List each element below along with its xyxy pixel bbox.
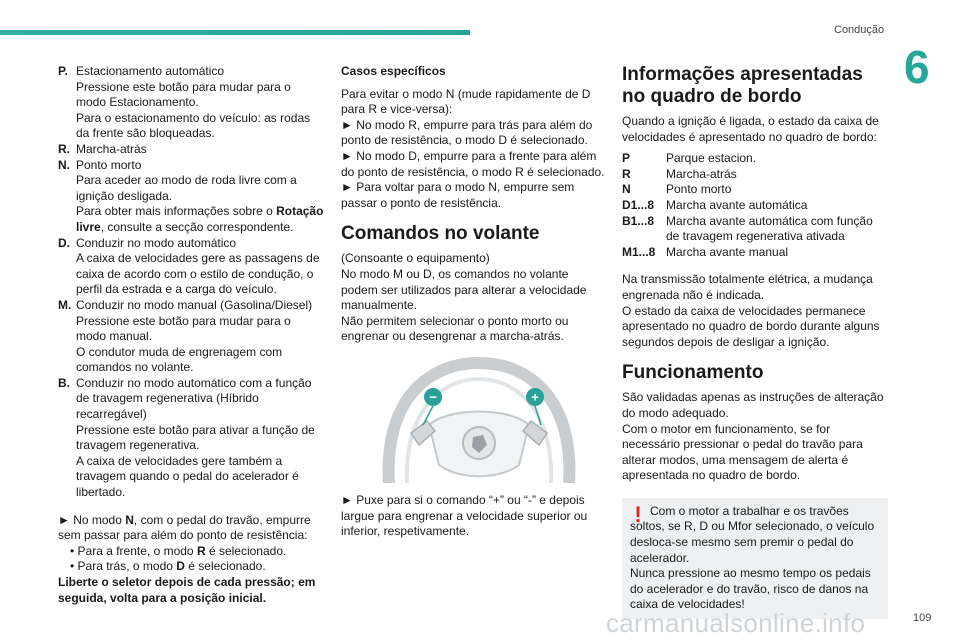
mode-key: R. [58,141,70,156]
list-item [58,376,324,501]
mode-title: Ponto morto [76,157,142,172]
steering-controls-heading: Comandos no volante [341,223,540,245]
column-3 [622,64,888,619]
mode-text: Para obter mais informações sobre o Rotação livre, consulte a secção correspondente. [76,204,324,234]
specific-cases-heading: Casos específicos [341,64,446,78]
minus-label: − [429,389,437,405]
specific-cases-intro: Para evitar o modo N (mude rapidamente de D para R e vice-versa): [341,86,591,117]
column-2 [341,64,607,540]
chapter-number: 6 [904,41,930,93]
list-item: • Para a frente, o modo R é selecionado. [70,543,287,558]
list-item [58,158,324,236]
mode-key: M. [58,297,72,312]
instrument-panel-heading: Informações apresentadas no quadro de bordo [622,64,863,107]
list-item: B1...8 Marcha avante automática com função de travagem regenerativa ativada [622,213,873,244]
list-item [58,298,324,376]
mode-text: Pressione este botão para ativar a função de travagem regenerativa. [76,422,315,453]
list-item: • Para trás, o modo D é selecionado. [70,559,266,574]
mode-title: Estacionamento automático [76,64,225,78]
release-note: Liberte o seletor depois de cada pressão; em seguida, volta para a posição inicial. [58,575,316,605]
paragraph: (Consoante o equipamento) [341,251,490,266]
warning-icon: ! [634,501,642,527]
mode-text: Para o estacionamento do veículo: as rodas da frente são bloqueadas. [76,110,311,141]
list-item [58,142,324,158]
mode-key: P. [58,64,68,78]
mode-text: A caixa de velocidades gere as passagens de caixa de acordo com o estilo de condução, o perfil da estrada e a carga do veículo. [76,251,320,297]
mode-text: Pressione este botão para mudar para o modo Estacionamento. [76,79,291,110]
mode-title: Marcha-atrás [76,141,147,156]
paragraph: O estado da caixa de velocidades permanece apresentado no quadro de bordo durante alguns segundos depois de desligar a ignição. [622,303,880,349]
bullet-list [70,544,324,575]
list-item: N Ponto morto [622,182,732,197]
steering-wheel-icon [369,355,589,483]
paragraph: São validadas apenas as instruções de alteração do modo adequado. [622,390,884,420]
list-item: P Parque estacion. [622,151,757,166]
warning-text: Nunca pressione ao mesmo tempo os pedais do acelerador e do travão, risco de danos na caixa de velocidades! [630,566,871,612]
mode-key: D. [58,235,70,250]
list-item [58,236,324,298]
paragraph: Com o motor em funcionamento, se for necessário pressionar o pedal do travão para alterar modos, uma mensagem de alerta é apresentada no quadro de bordo. [622,421,863,483]
mode-title: Conduzir no modo automático com a função de travagem regenerativa (Híbrido recarregável) [76,375,312,422]
paragraph: No modo M ou D, os comandos no volante podem ser utilizados para alterar a velocidade manualmente. [341,266,587,313]
list-item [58,64,324,142]
paragraph: Não permitem selecionar o ponto morto ou engrenar ou desengrenar a marcha-atrás. [341,313,569,344]
operation-heading: Funcionamento [622,362,764,384]
list-item: R Marcha-atrás [622,166,737,181]
plus-label: + [531,389,539,405]
mode-key: B. [58,375,70,390]
mode-text: Pressione este botão para mudar para o modo manual. [76,313,291,344]
page-number: 109 [913,612,932,624]
warning-box [622,498,888,619]
selector-modes-list [58,64,324,501]
watermark: carmanualsonline.info [606,608,866,638]
list-item: M1...8 Marcha avante manual [622,244,789,259]
paragraph: Na transmissão totalmente elétrica, a mudança engrenada não é indicada. [622,272,873,302]
mode-title: Conduzir no modo manual (Gasolina/Diesel) [76,297,313,312]
mode-text: A caixa de velocidades gere também a travagem quando o pedal do acelerador é libertado. [76,453,299,500]
neutral-instruction: ► No modo N, com o pedal do travão, empurre sem passar para além do ponto de resistência: [58,512,311,543]
paragraph: Quando a ignição é ligada, o estado da caixa de velocidades é apresentado no quadro de bordo: [622,114,879,144]
list-item: ► No modo R, empurre para trás para além do ponto de resistência, o modo D é selecionado. [341,117,593,148]
mode-text: O condutor muda de engrenagem com comandos no volante. [76,344,283,375]
column-1 [58,64,324,606]
list-item: D1...8 Marcha avante automática [622,197,808,212]
paddle-instruction: ► Puxe para si o comando “+” ou “-” e depois largue para engrenar a velocidade superior ou inferior, respetivamente. [341,492,588,539]
list-item: ► No modo D, empurre para a frente para além do ponto de resistência, o modo R é selecionado. [341,148,605,179]
cross-reference: Rotação livre [76,204,324,234]
mode-key: N. [58,157,70,172]
mode-text: Para aceder ao modo de roda livre com a ignição desligada. [76,173,297,203]
steering-wheel-illustration [369,355,589,483]
mode-title: Conduzir no modo automático [76,235,237,250]
warning-text: Com o motor a trabalhar e os travões soltos, se R, D ou Mfor selecionado, o veículo desloca-se mesmo sem premir o pedal do acelerador. [630,503,875,565]
gear-display-list [622,151,888,260]
list-item: ► Para voltar para o modo N, empurre sem passar o ponto de resistência. [341,180,575,210]
section-title: Condução [834,24,885,36]
header-accent-bar [0,30,470,35]
